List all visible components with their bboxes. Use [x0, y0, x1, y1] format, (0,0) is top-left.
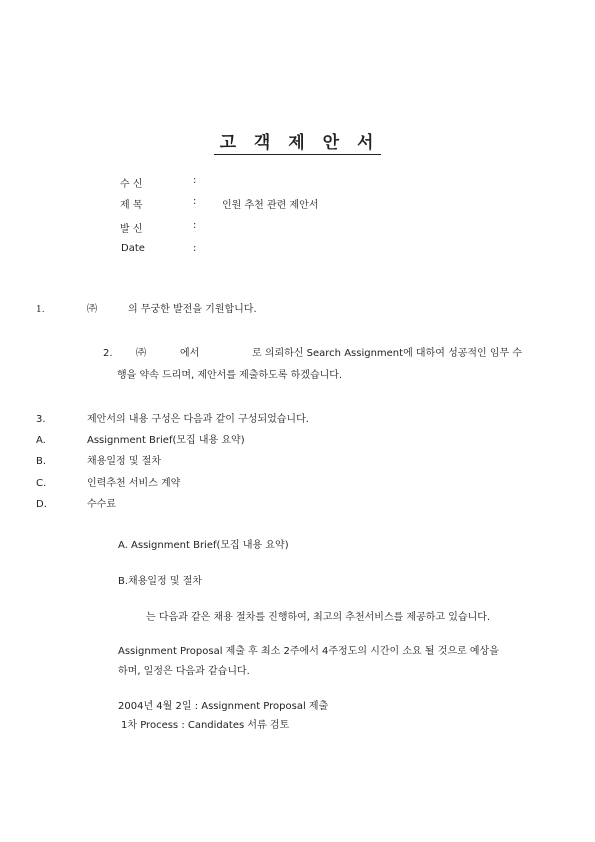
item2-line2: 행을 약속 드리며, 제안서를 제출하도록 하겠습니다. — [117, 370, 343, 381]
field-label-subject: 제 목 — [120, 200, 143, 211]
field-value-subject: 인원 추천 관련 제안서 — [222, 200, 319, 211]
item1-text: 의 무궁한 발전을 기원합니다. — [128, 304, 257, 315]
toc-letter: B. — [36, 456, 47, 467]
field-label-sender: 발 신 — [120, 224, 143, 235]
item2-number: 2. — [103, 348, 113, 359]
field-label-date: Date — [121, 243, 145, 254]
document-title — [0, 128, 595, 153]
document-title-text: 고 객 제 안 서 — [214, 133, 382, 155]
field-sep-subject: : — [193, 196, 197, 207]
section-b-paragraph-2-line2: 하며, 일정은 다음과 같습니다. — [118, 666, 250, 677]
toc-letter: D. — [36, 499, 47, 510]
toc-item: 수수료 — [87, 499, 116, 510]
schedule-item: 2004년 4월 2일 : Assignment Proposal 제출 — [118, 701, 329, 712]
section-a-heading: A. Assignment Brief(모집 내용 요약) — [118, 540, 289, 551]
toc-item: 인력추천 서비스 계약 — [87, 478, 181, 489]
item1-number: 1. — [36, 305, 45, 315]
toc-letter: A. — [36, 435, 46, 446]
toc-item: Assignment Brief(모집 내용 요약) — [87, 435, 245, 446]
section-b-paragraph-2-line1: Assignment Proposal 제출 후 최소 2주에서 4주정도의 시간이 소요 될 것으로 예상을 — [118, 646, 499, 657]
field-label-recipient: 수 신 — [120, 179, 143, 190]
field-sep-recipient: : — [193, 175, 197, 186]
item2-mid-text: 에서 — [180, 348, 200, 359]
item3-number: 3. — [36, 414, 46, 425]
section-b-paragraph-1: 는 다음과 같은 채용 절차를 진행하여, 최고의 추천서비스를 제공하고 있습니다. — [146, 612, 491, 623]
toc-item: 채용일정 및 절차 — [87, 456, 161, 467]
toc-letter: C. — [36, 478, 47, 489]
item2-line1: 로 의뢰하신 Search Assignment에 대하여 성공적인 임무 수 — [252, 348, 523, 359]
section-b-heading: B.채용일정 및 절차 — [118, 576, 203, 587]
item1-company-logo: ㈜ — [87, 304, 97, 315]
item2-company-logo: ㈜ — [136, 348, 146, 359]
item3-text: 제안서의 내용 구성은 다음과 같이 구성되었습니다. — [87, 414, 309, 425]
schedule-item: 1차 Process : Candidates 서류 검토 — [121, 720, 290, 731]
field-sep-sender: : — [193, 220, 197, 231]
field-sep-date: : — [193, 243, 197, 254]
